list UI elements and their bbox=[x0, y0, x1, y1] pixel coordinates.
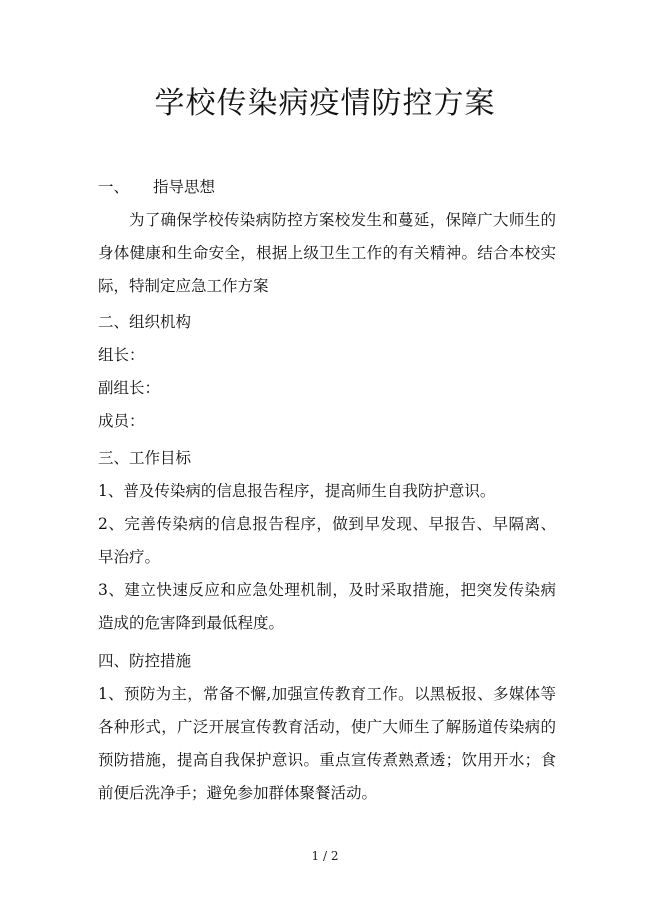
members-field: 成员： bbox=[98, 412, 145, 430]
measure-item-1: 1、预防为主，常备不懈,加强宣传教育工作。以黑板报、多媒体等各种形式，广泛开展宣传教育活动，使广大师生了解肠道传染病的预防措施，提高自我保护意识。重点宣传煮熟煮透；饮用开水；食前便后洗净手；避免参加群体聚餐活动。 bbox=[98, 685, 556, 802]
section-1-paragraph bbox=[98, 204, 556, 303]
section-3-heading: 三、工作目标 bbox=[98, 449, 192, 467]
page-indicator: 1 / 2 bbox=[311, 849, 339, 863]
section-1-number: 一、 bbox=[98, 178, 130, 196]
section-4-heading: 四、防控措施 bbox=[98, 652, 192, 670]
vice-leader-field: 副组长： bbox=[98, 379, 161, 397]
section-1-heading bbox=[98, 171, 556, 204]
leader-field: 组长： bbox=[98, 346, 145, 364]
goal-item-3: 3、建立快速反应和应急处理机制，及时采取措施，把突发传染病造成的危害降到最低程度。 bbox=[98, 581, 556, 632]
section-2 bbox=[98, 306, 556, 438]
section-4 bbox=[98, 645, 556, 810]
section-1-title: 指导思想 bbox=[153, 178, 216, 196]
section-2-heading: 二、组织机构 bbox=[98, 313, 192, 331]
goal-item-2: 2、完善传染病的信息报告程序，做到早发现、早报告、早隔离、早治疗。 bbox=[98, 515, 556, 566]
goal-item-1: 1、普及传染病的信息报告程序，提高师生自我防护意识。 bbox=[98, 482, 496, 500]
section-1-paragraph-text: 为了确保学校传染病防控方案校发生和蔓延，保障广大师生的身体健康和生命安全，根据上级卫生工作的有关精神。结合本校实际，特制定应急工作方案 bbox=[98, 211, 556, 295]
section-3 bbox=[98, 442, 556, 640]
document-title: 学校传染病疫情防控方案 bbox=[154, 86, 496, 121]
